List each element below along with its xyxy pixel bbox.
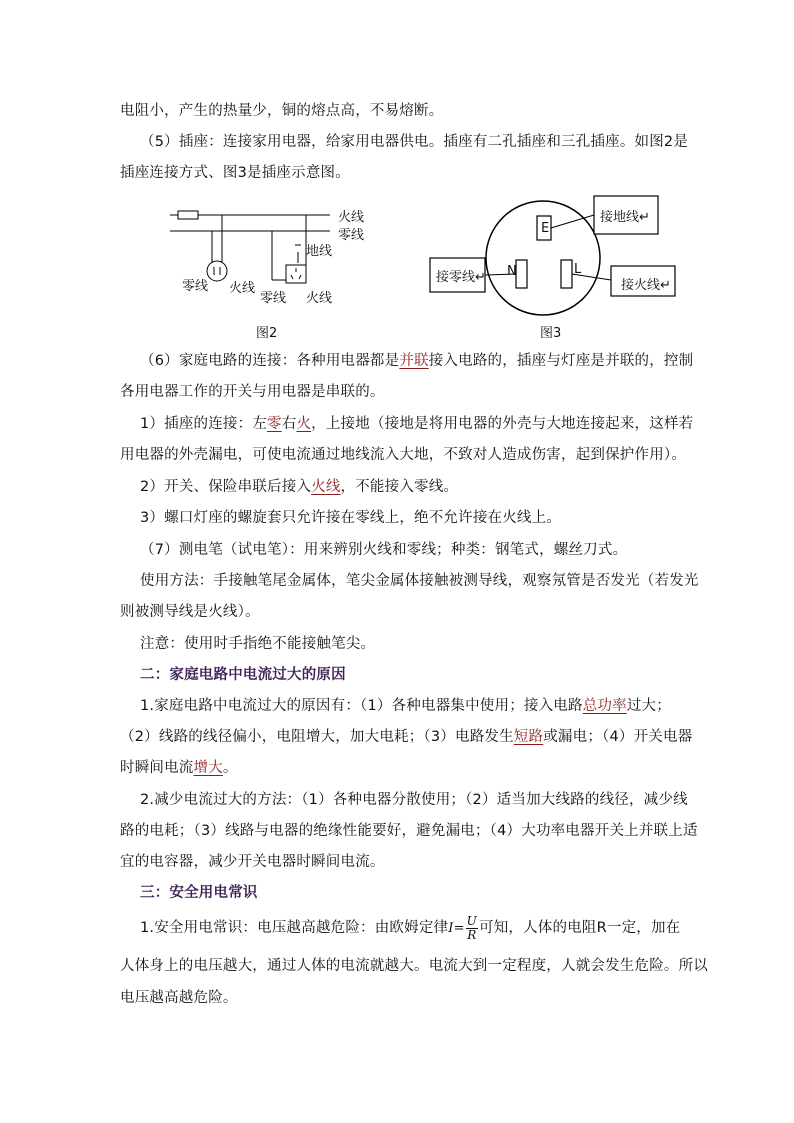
- paragraph-line: （2）线路的线径偏小，电阻增大，加大电耗；（3）电路发生短路或漏电；（4）开关电器: [120, 729, 693, 745]
- paragraph-line: 用电器的外壳漏电，可使电流通过地线流入大地，不致对人造成伤害，起到保护作用）。: [120, 447, 687, 463]
- paragraph-line: 1.家庭电路中电流过大的原因有：（1）各种电器集中使用；接入电路总功率过大；: [140, 698, 671, 714]
- paragraph-line: 时瞬间电流增大。: [120, 760, 238, 776]
- fig2-live-label: 火线: [338, 210, 365, 225]
- fig3-ground-box: 接地线↵: [600, 210, 650, 225]
- figure-2-caption: 图2: [256, 326, 278, 341]
- paragraph-line: 人体身上的电压越大，通过人体的电流就越大。电流大到一定程度，人就会发生危险。所以: [120, 958, 708, 974]
- paragraph-line: 使用方法：手接触笔尾金属体，笔尖金属体接触被测导线，观察氖管是否发光（若发光: [140, 573, 699, 589]
- ohm-law-fraction: $\frac{U}{R}$: [466, 913, 477, 942]
- fig3-n-label: N: [507, 264, 517, 279]
- paragraph-line: （5）插座：连接家用电器，给家用电器供电。插座有二孔插座和三孔插座。如图2是: [140, 134, 689, 150]
- fig2-neutral-label-1: 零线: [182, 279, 209, 294]
- paragraph-line: （7）测电笔（试电笔）：用来辨别火线和零线；种类：钢笔式，螺丝刀式。: [140, 542, 628, 558]
- paragraph-line: 3）螺口灯座的螺旋套只允许接在零线上，绝不允许接在火线上。: [140, 510, 562, 526]
- fig2-live-label-1: 火线: [229, 281, 256, 296]
- paragraph-line: 2.减少电流过大的方法：（1）各种电器分散使用；（2）适当加大线路的线径，减少线: [140, 792, 688, 808]
- fig3-e-label: E: [541, 221, 550, 236]
- fig2-neutral-label: 零线: [338, 228, 365, 243]
- three-pin-socket-icon: [286, 265, 306, 283]
- paragraph-line: 宜的电容器，减少开关电器时瞬间电流。: [120, 854, 385, 870]
- figure-3-caption: 图3: [540, 326, 562, 341]
- paragraph-line: 电压越高越危险。: [120, 990, 238, 1006]
- paragraph-line: 路的电耗；（3）线路与电器的绝缘性能要好，避免漏电；（4）大功率电器开关上并联上适: [120, 823, 698, 839]
- formula-lhs: I: [448, 921, 454, 936]
- fig3-neutral-box: 接零线↵: [436, 270, 486, 285]
- paragraph-line: 1.安全用电常识：电压越高越危险：由欧姆定律I= $\frac{U}{R}$ 可知，人体的电阻R一定，加在: [140, 913, 681, 942]
- paragraph-line: 各用电器工作的开关与用电器是串联的。: [120, 384, 385, 400]
- section-heading-2: 二：家庭电路中电流过大的原因: [140, 667, 346, 683]
- fig2-live-label-2: 火线: [306, 291, 333, 306]
- paragraph-line: 2）开关、保险串联后接入火线，不能接入零线。: [140, 479, 459, 495]
- paragraph-line: 1）插座的连接：左零右火，上接地（接地是将用电器的外壳与大地连接起来，这样若: [140, 416, 694, 432]
- section-heading-3: 三：安全用电常识: [140, 885, 258, 901]
- two-pin-socket-icon: [207, 261, 227, 281]
- fig2-ground-label: 地线: [306, 244, 333, 259]
- paragraph-line: （6）家庭电路的连接：各种用电器都是并联接入电路的，插座与灯座是并联的，控制: [140, 353, 694, 369]
- paragraph-line: 注意：使用时手指绝不能接触笔尖。: [140, 636, 376, 652]
- paragraph-line: 电阻小，产生的热量少，铜的熔点高，不易熔断。: [120, 103, 444, 119]
- fig3-l-label: L: [574, 262, 582, 277]
- paragraph-line: 插座连接方式、图3是插座示意图。: [120, 165, 350, 181]
- paragraph-line: 则被测导线是火线）。: [120, 604, 260, 620]
- fuse-icon: [178, 211, 198, 219]
- fig2-neutral-label-2: 零线: [260, 291, 287, 306]
- formula-eq: =: [453, 921, 465, 936]
- fig3-live-box: 接火线↵: [621, 278, 671, 293]
